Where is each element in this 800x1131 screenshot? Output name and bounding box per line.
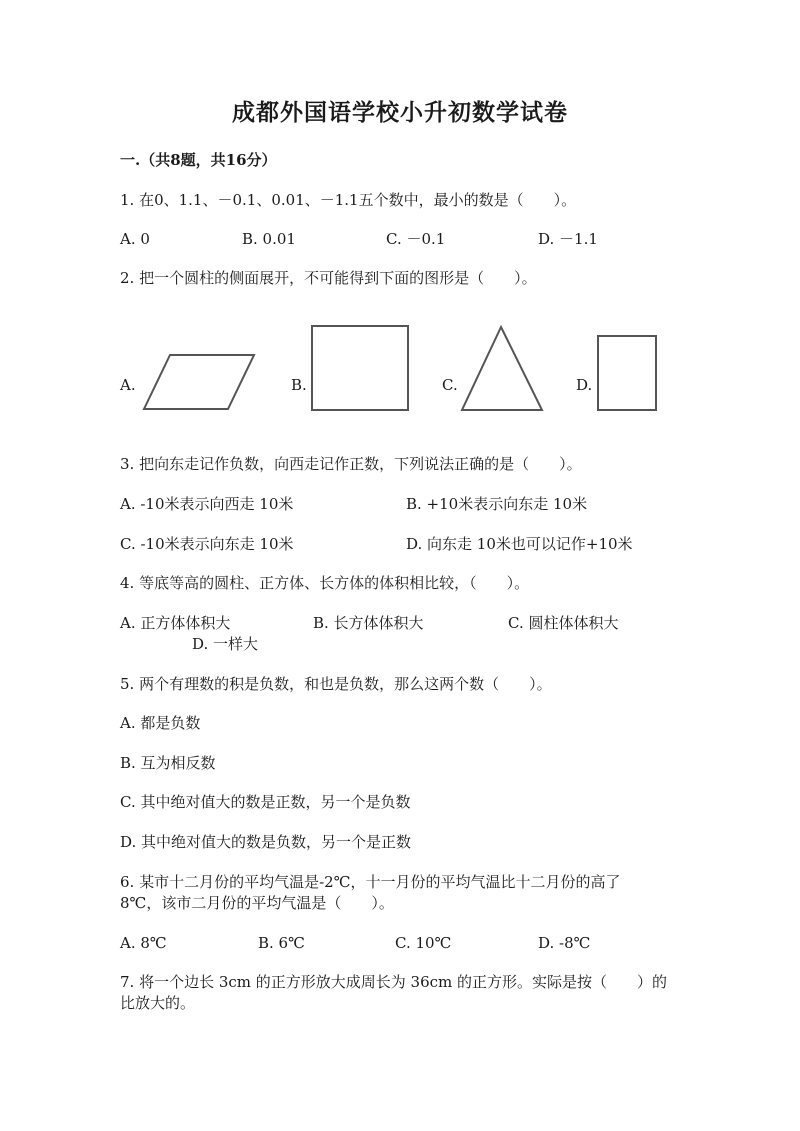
question-6-text-line-2: 8℃，该市二月份的平均气温是（ ）。 [120, 894, 394, 912]
question-1-option-b: B. 0.01 [242, 230, 296, 248]
question-2-option-a: A. [120, 376, 136, 394]
question-1-option-c: C. －0.1 [386, 230, 446, 248]
question-2-option-c: C. [442, 376, 458, 394]
question-3-option-b: B. +10米表示向东走 10米 [406, 495, 588, 513]
question-5-option-a: A. 都是负数 [120, 714, 201, 732]
question-1-text: 1. 在0、1.1、－0.1、0.01、－1.1五个数中，最小的数是（ ）。 [120, 191, 577, 209]
question-4-text: 4. 等底等高的圆柱、正方体、长方体的体积相比较，（ ）。 [120, 574, 530, 592]
question-4-option-a: A. 正方体体积大 [120, 614, 231, 632]
section-heading: 一.（共8题，共16分） [120, 151, 277, 169]
question-7-text-line-1: 7. 将一个边长 3cm 的正方形放大成周长为 36cm 的正方形。实际是按（ ）的 [120, 973, 668, 991]
question-5-option-b: B. 互为相反数 [120, 754, 216, 772]
question-4-option-d: D. 一样大 [192, 635, 259, 653]
question-2-option-d: D. [576, 376, 593, 394]
question-6-option-b: B. 6℃ [258, 934, 305, 952]
question-3-option-a: A. -10米表示向西走 10米 [120, 495, 294, 513]
question-2-text: 2. 把一个圆柱的侧面展开，不可能得到下面的图形是（ ）。 [120, 269, 537, 287]
question-6-option-c: C. 10℃ [395, 934, 452, 952]
page-title: 成都外国语学校小升初数学试卷 [232, 99, 568, 126]
question-3-option-c: C. -10米表示向东走 10米 [120, 535, 294, 553]
rectangle-icon [596, 334, 660, 414]
triangle-icon [459, 324, 545, 414]
question-4-option-b: B. 长方体体积大 [313, 614, 424, 632]
question-3-option-d: D. 向东走 10米也可以记作+10米 [406, 535, 633, 553]
question-3-text: 3. 把向东走记作负数，向西走记作正数，下列说法正确的是（ ）。 [120, 455, 582, 473]
question-4-option-c: C. 圆柱体体积大 [508, 614, 619, 632]
question-5-option-d: D. 其中绝对值大的数是负数，另一个是正数 [120, 833, 412, 851]
question-5-text: 5. 两个有理数的积是负数，和也是负数，那么这两个数（ ）。 [120, 675, 552, 693]
question-5-option-c: C. 其中绝对值大的数是正数，另一个是负数 [120, 793, 411, 811]
question-7-text-line-2: 比放大的。 [120, 994, 196, 1012]
square-icon [310, 324, 412, 414]
question-6-option-d: D. -8℃ [538, 934, 591, 952]
parallelogram-icon [140, 352, 260, 414]
question-6-text-line-1: 6. 某市十二月份的平均气温是-2℃，十一月份的平均气温比十二月份的高了 [120, 873, 621, 891]
question-1-option-a: A. 0 [120, 230, 150, 248]
question-2-option-b: B. [291, 376, 307, 394]
question-6-option-a: A. 8℃ [120, 934, 167, 952]
question-1-option-d: D. －1.1 [538, 230, 598, 248]
